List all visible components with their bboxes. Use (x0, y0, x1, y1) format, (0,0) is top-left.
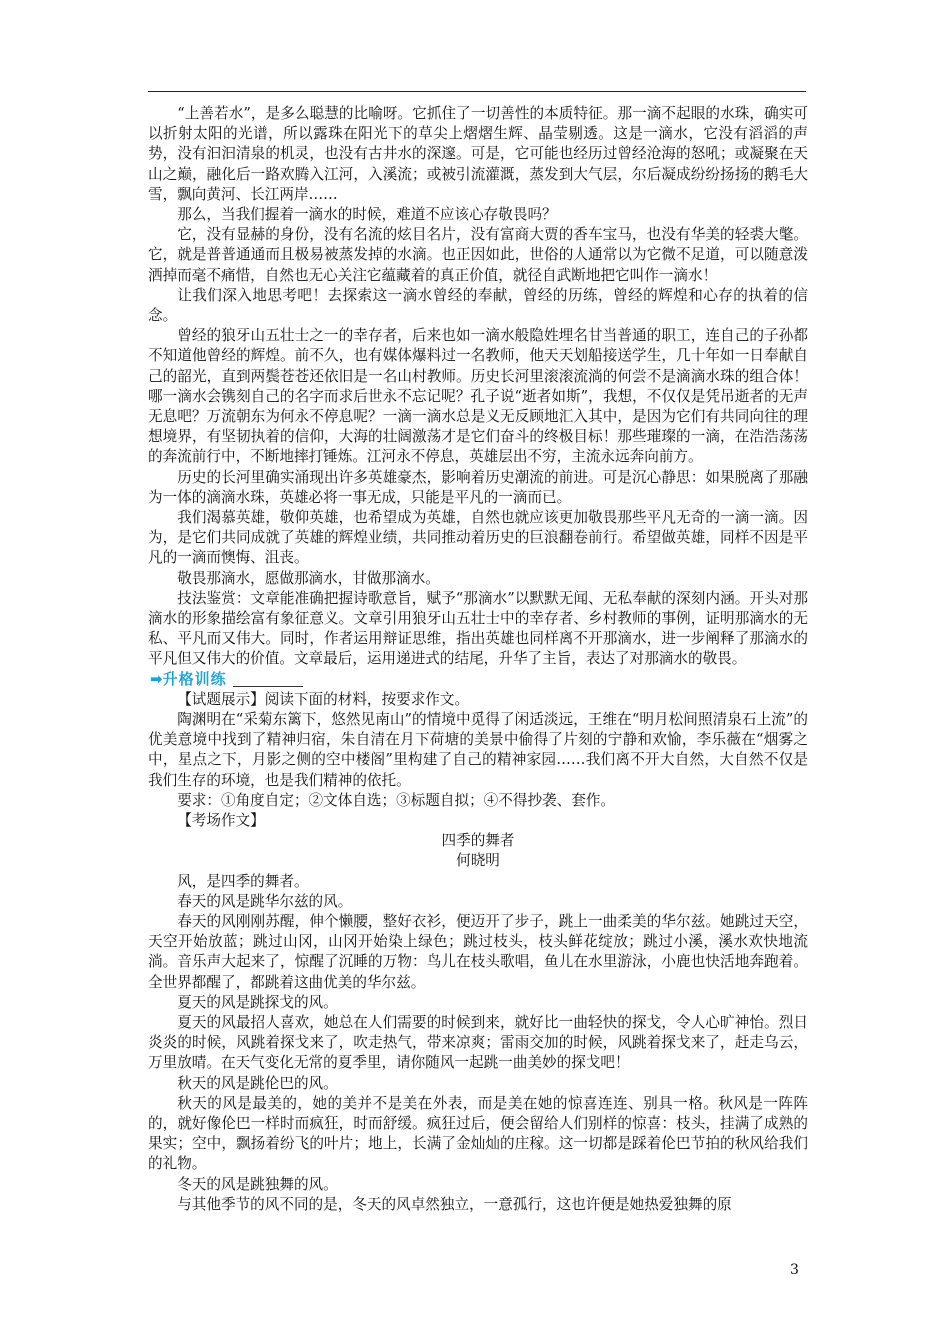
paragraph: 历史的长河里确实涌现出许多英雄豪杰，影响着历史潮流的前进。可是沉心静思：如果脱离了那融为一体的滴滴水珠，英雄必将一事无成，只能是平凡的一滴而已。 (148, 468, 808, 506)
essay-paragraph: 夏天的风是跳探戈的风。 (177, 993, 338, 1011)
essay-paragraph: 与其他季节的风不同的是，冬天的风卓然独立，一意孤行，这也许便是她热爱独舞的原 (177, 1195, 732, 1213)
essay-author: 何晓明 (456, 852, 500, 870)
appreciation-paragraph: 技法鉴赏：文章能准确把握诗歌意旨，赋予“那滴水”以默默无闻、无私奉献的深刻内涵。开头对那滴水的形象描绘富有象征意义。文章引用狼牙山五壮士中的幸存者、乡村教师的事例，证明那滴水的无私、平凡而又伟大。同时，作者运用辩证思维，指出英雄也同样离不开那滴水，进一步阐释了那滴水的平凡但又伟大的价值。文章最后，运用递进式的结尾，升华了主旨，表达了对那滴水的敬畏。 (148, 589, 808, 668)
exam-requirements: 要求：①角度自定；②文体自选；③标题自拟；④不得抄袭、套作。 (177, 791, 616, 809)
essay-paragraph: 夏天的风最招人喜欢，她总在人们需要的时候到来，就好比一曲轻快的探戈，令人心旷神怡。烈日炎炎的时候，风跳着探戈来了，吹走热气，带来凉爽；雷雨交加的时候，风跳着探戈来了，赶走乌云，万里放晴。在天气变化无常的夏季里，请你随风一起跳一曲美妙的探戈吧！ (148, 1013, 808, 1072)
paragraph: “上善若水”，是多么聪慧的比喻呀。它抓住了一切善性的本质特征。那一滴不起眼的水珠，确实可以折射太阳的光谱，所以露珠在阳光下的草尖上熠熠生辉、晶莹剔透。这是一滴水，它没有滔滔的声势，没有汩汩清泉的机灵，也没有古井水的深邃。可是，它可能也经历过曾经沧海的怒吼；或凝聚在天山之巅，融化后一路欢腾入江河，入溪流；或被引流灌溉，蒸发到大气层，尔后凝成纷纷扬扬的鹅毛大雪，飘向黄河、长江两岸…… (148, 105, 808, 203)
paragraph: 那么，当我们握着一滴水的时候，难道不应该心存敬畏吗？ (177, 206, 557, 224)
essay-paragraph: 秋天的风是最美的，她的美并不是美在外表，而是美在她的惊喜连连、别具一格。秋风是一阵阵的，就好像伦巴一样时而疯狂，时而舒缓。疯狂过后，便会留给人们别样的惊喜：枝头，挂满了成熟的果实；空中，飘扬着纷飞的叶片；地上，长满了金灿灿的庄稼。这一切都是踩着伦巴节拍的秋风给我们的礼物。 (148, 1094, 808, 1173)
header-rule (148, 91, 806, 92)
arrow-icon: ➡ (150, 670, 163, 689)
exam-essay-heading: 【考场作文】 (177, 811, 265, 829)
essay-paragraph: 春天的风刚刚苏醒，伸个懒腰，整好衣衫，便迈开了步子，跳上一曲柔美的华尔兹。她跳过天空，天空开始放蓝；跳过山冈，山冈开始染上绿色；跳过枝头，枝头鲜花绽放；跳过小溪，溪水欢快地流淌。音乐声大起来了，惊醒了沉睡的万物：鸟儿在枝头歌唱，鱼儿在水里游泳，小鹿也快活地奔跑着。全世界都醒了，都跳着这曲优美的华尔兹。 (148, 912, 808, 991)
page-content (148, 104, 808, 1215)
essay-paragraph: 秋天的风是跳伦巴的风。 (177, 1074, 338, 1092)
page-number: 3 (790, 1262, 799, 1278)
essay-title: 四季的舞者 (441, 832, 515, 850)
paragraph: 曾经的狼牙山五壮士之一的幸存者，后来也如一滴水般隐姓埋名甘当普通的职工，连自己的子孙都不知道他曾经的辉煌。前不久，也有媒体爆料过一名教师，他天天划船接送学生，几十年如一日奉献自己的韶光，直到两鬓苍苍还依旧是一名山村教师。历史长河里滚滚流淌的何尝不是滴滴水珠的组合体！哪一滴水会镌刻自己的名字而求后世永不忘记呢？孔子说“逝者如斯”，我想，不仅仅是凭吊逝者的无声无息吧？万流朝东为何永不停息呢？一滴一滴水总是义无反顾地汇入其中，是因为它们有共同向往的理想境界，有坚韧执着的信仰，大海的壮阔激荡才是它们奋斗的终极目标！那些璀璨的一滴，在浩浩荡荡的奔流前行中，不断地摔打锤炼。江河永不停息，英雄层出不穷，主流永远奔向前方。 (148, 327, 808, 466)
exam-prompt-heading: 【试题展示】阅读下面的材料，按要求作文。 (177, 690, 470, 708)
section-banner (148, 670, 808, 690)
paragraph: 它，没有显赫的身份，没有名流的炫目名片，没有富商大贾的香车宝马，也没有华美的轻裘大氅。它，就是普普通通而且极易被蒸发掉的水滴。也正因如此，世俗的人通常以为它微不足道，可以随意泼洒掉而毫不痛惜，自然也无心关注它蕴藏着的真正价值，就径自武断地把它叫作一滴水！ (148, 226, 808, 284)
banner-underline (233, 686, 303, 687)
exam-material: 陶渊明在“采菊东篱下，悠然见南山”的情境中觅得了闲适淡远，王维在“明月松间照清泉石上流”的优美意境中找到了精神归宿，朱自清在月下荷塘的美景中偷得了片刻的宁静和欢愉，李乐薇在“烟雾之中，星点之下，月影之侧的空中楼阁”里构建了自己的精神家园……我们离不开大自然，大自然不仅是我们生存的环境，也是我们精神的依托。 (148, 710, 808, 789)
section-banner-label: 升格训练 (162, 670, 227, 689)
paragraph: 我们渴慕英雄，敬仰英雄，也希望成为英雄，自然也就应该更加敬畏那些平凡无奇的一滴一滴。因为，是它们共同成就了英雄的辉煌业绩，共同推动着历史的巨浪翻卷前行。希望做英雄，同样不因是平凡的一滴而懊悔、沮丧。 (148, 509, 808, 567)
paragraph: 敬畏那滴水，愿做那滴水，甘做那滴水。 (177, 569, 440, 587)
essay-paragraph: 风，是四季的舞者。 (177, 872, 309, 890)
essay-paragraph: 春天的风是跳华尔兹的风。 (177, 892, 353, 910)
essay-paragraph: 冬天的风是跳独舞的风。 (177, 1175, 338, 1193)
paragraph: 让我们深入地思考吧！去探索这一滴水曾经的奉献，曾经的历练，曾经的辉煌和心存的执着的信念。 (148, 286, 808, 325)
